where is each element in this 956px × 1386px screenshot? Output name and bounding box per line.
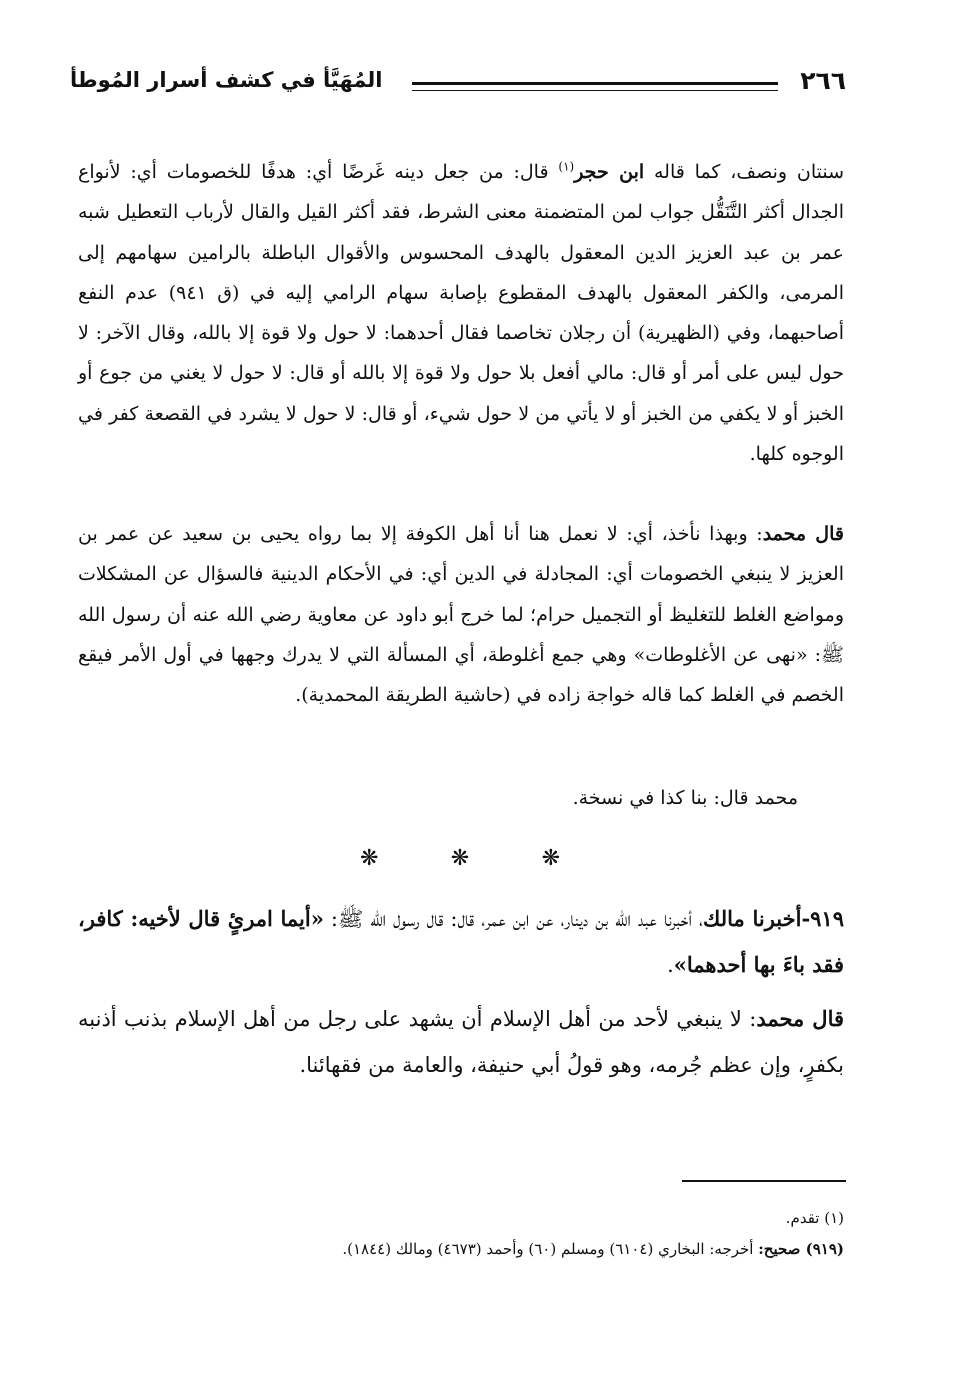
star-ornament-icon: ❋ <box>360 846 379 871</box>
commentary-paragraph <box>78 996 844 1088</box>
footnote-label: (٩١٩) صحيح: <box>758 1240 844 1258</box>
footnote <box>120 1236 844 1262</box>
footnote-rule <box>682 1180 846 1182</box>
speaker-label: قال محمد <box>762 523 844 545</box>
header-rule <box>412 82 778 85</box>
hadith-paragraph <box>78 896 844 988</box>
hadith-end: . <box>667 953 674 977</box>
book-title: المُهَيَّأ في كشف أسرار المُوطأ <box>70 68 383 92</box>
running-header <box>70 66 846 106</box>
speaker-label: قال محمد <box>756 1006 845 1031</box>
hadith-chain: ، أخبرنا عبد الله بن دينار، عن ابن عمر، قال: قال رسول الله ﷺ: <box>323 907 704 931</box>
header-rule-thin <box>412 90 778 91</box>
footnote-text: أخرجه: البخاري (٦١٠٤) ومسلم (٦٠) وأحمد (٤٦٧٣) ومالك (١٨٤٤). <box>342 1240 759 1258</box>
star-ornament-icon: ❋ <box>541 846 560 871</box>
star-ornament-icon: ❋ <box>450 846 470 871</box>
page-number: ٢٦٦ <box>800 66 846 95</box>
narrator-lead: أخبرنا مالك <box>703 906 802 931</box>
footnote: (١) تقدم. <box>785 1209 844 1227</box>
hadith-number: ٩١٩- <box>801 906 844 931</box>
hadith-text: «أيما امرئٍ قال لأخيه: كافر، فقد باءَ بها أحدهما» <box>78 906 844 977</box>
commentary-paragraph <box>78 152 844 474</box>
section-separator <box>360 846 560 871</box>
commentary-text: : لا ينبغي لأحد من أهل الإسلام أن يشهد على رجل من أهل الإسلام بذنب أذنبه بكفرٍ، وإن عظم جُرمه، وهو قولُ أبي حنيفة، والعامة من فقهائنا. <box>78 1007 844 1077</box>
commentary-paragraph <box>78 514 844 715</box>
scholar-name: ابن حجر <box>574 161 645 183</box>
footnote-marker: (١) <box>558 159 575 174</box>
commentary-text: سنتان ونصف، كما قاله <box>644 161 845 183</box>
commentary-text: : وبهذا نأخذ، أي: لا نعمل هنا أنا أهل الكوفة إلا بما رواه يحيى بن سعيد عن عمر بن العزيز لا ينبغي الخصومات أي: المجادلة في الدين أي: في الأحكام الدينية فالسؤال عن المشكلات ومواضع الغلط للتغليظ أو التجميل حرام؛ لما خرج أبو داود عن معاوية رضي الله عنه أن رسول الله ﷺ: «نهى عن الأغلوطات» وهي جمع أغلوطة، أي المسألة التي لا يدرك وجهها في أول الأمر فيقع الخصم في الغلط كما قاله خواجة زاده في (حاشية الطريقة المحمدية). <box>78 523 844 707</box>
variant-note: محمد قال: بنا كذا في نسخة. <box>572 787 798 809</box>
commentary-text: قال: من جعل دينه غَرضًا أي: هدفًا للخصومات أي: لأنواع الجدال أكثر التَّنَقُّل جواب لمن المتضمنة معنى الشرط، فقد أكثر القيل والقال لأرباب التعطيل شبه عمر بن عبد العزيز الدين المعقول بالهدف المحسوس والأقوال الباطلة بالرامين سهامهم إلى المرمى، والكفر المعقول بالهدف المقطوع بإصابة سهام الرامي إليه في (ق ٩٤١) عدم النفع أصاحبهما، وفي (الظهيرية) أن رجلان تخاصما فقال أحدهما: لا حول ولا قوة إلا بالله، وقال الآخر: لا حول ليس على أمر أو قال: مالي أفعل بلا حول ولا قوة إلا بالله أو قال: لا حول لا يغني من جوع أو الخبز أو لا يكفي من الخبز أو لا يأتي من لا حول شيء، أو قال: لا حول لا يشرد في القصعة كفر في الوجوه كلها. <box>78 161 845 466</box>
